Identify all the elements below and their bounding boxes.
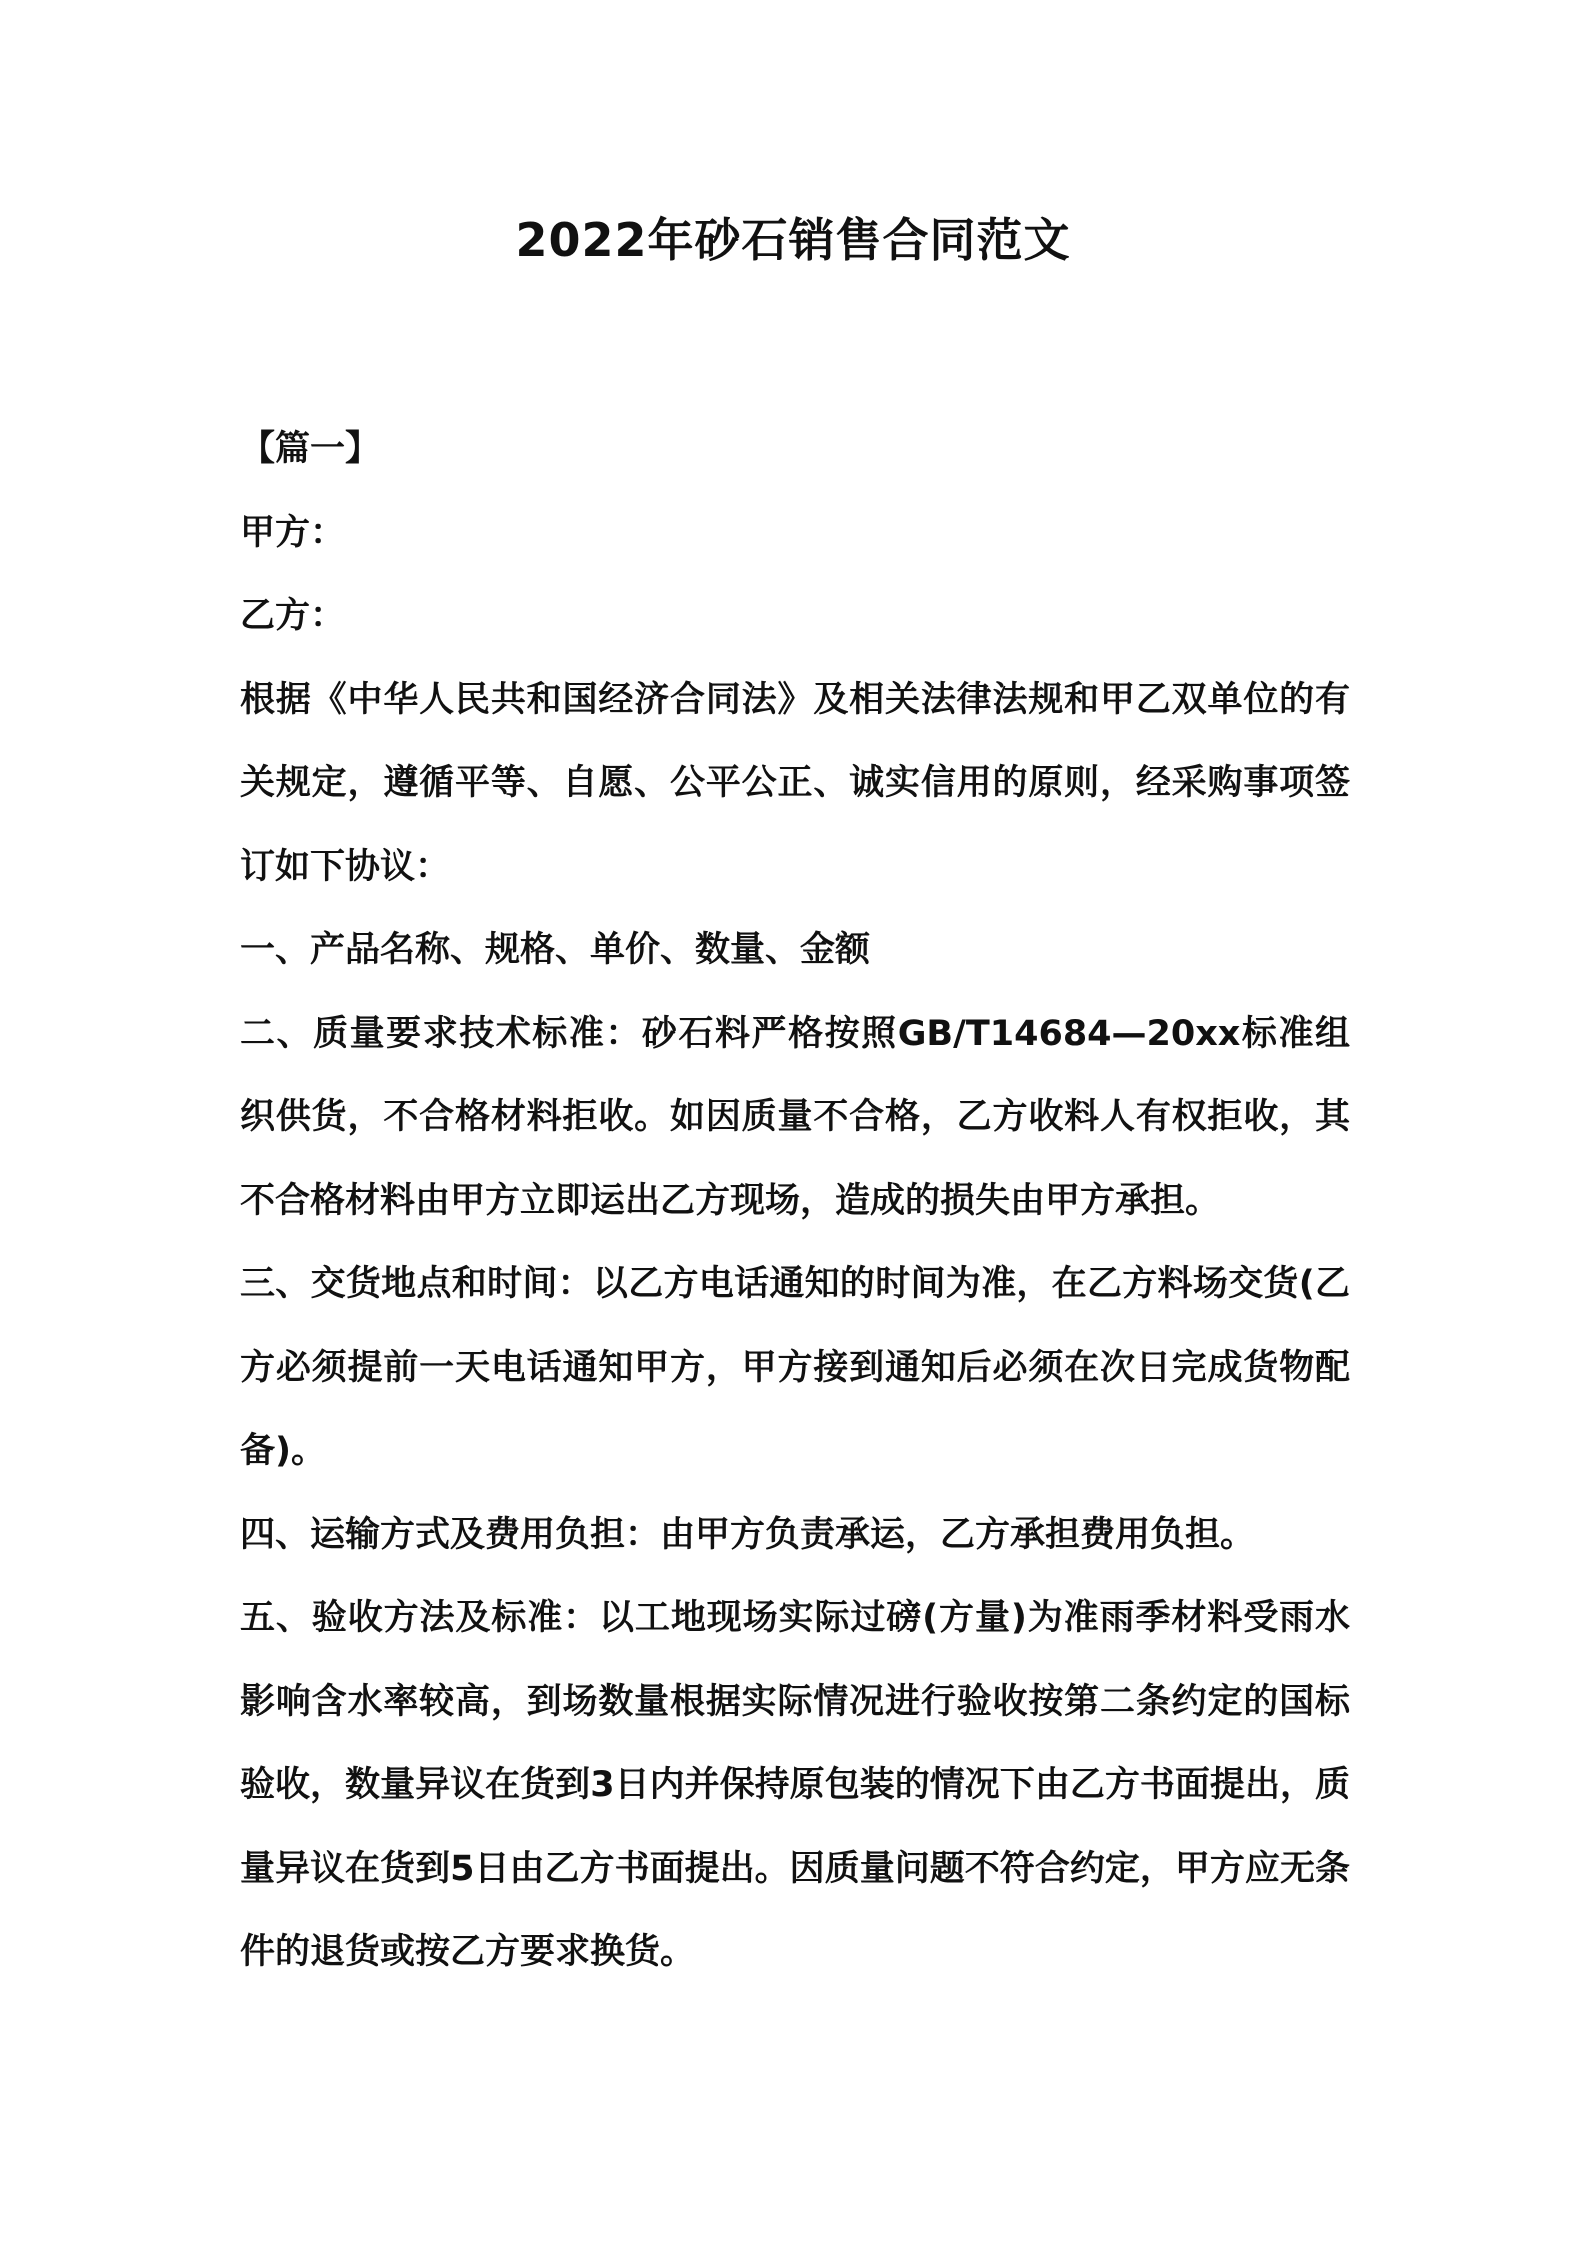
clause-3-paragraph: 三、交货地点和时间：以乙方电话通知的时间为准，在乙方料场交货(乙方必须提前一天电话通知甲方，甲方接到通知后必须在次日完成货物配备)。 [240, 1264, 1350, 1471]
section-header: 【篇一】 [240, 429, 381, 469]
clause-1-paragraph: 一、产品名称、规格、单价、数量、金额 [240, 930, 871, 970]
clause-4-paragraph: 四、运输方式及费用负担：由甲方负责承运，乙方承担费用负担。 [240, 1514, 1256, 1555]
clause-5-paragraph: 五、验收方法及标准：以工地现场实际过磅(方量)为准雨季材料受雨水影响含水率较高，到场数量根据实际情况进行验收按第二条约定的国标验收，数量异议在货到3日内并保持原包装的情况下由乙方书面提出，质量异议在货到5日由乙方书面提出。因质量问题不符合约定，甲方应无条件的退货或按乙方要求换货。 [240, 1598, 1350, 1972]
clause-2-paragraph: 二、质量要求技术标准：砂石料严格按照GB/T14684—20xx标准组织供货，不合格材料拒收。如因质量不合格，乙方收料人有权拒收，其不合格材料由甲方立即运出乙方现场，造成的损失由甲方承担。 [240, 1013, 1350, 1221]
document-body [240, 408, 1350, 1995]
party-a-label: 甲方： [240, 512, 346, 553]
document-title: 2022年砂石销售合同范文 [515, 213, 1071, 267]
party-b-label: 乙方： [240, 596, 346, 636]
preamble-paragraph: 根据《中华人民共和国经济合同法》及相关法律法规和甲乙双单位的有关规定，遵循平等、自愿、公平公正、诚实信用的原则，经采购事项签订如下协议： [240, 679, 1350, 887]
